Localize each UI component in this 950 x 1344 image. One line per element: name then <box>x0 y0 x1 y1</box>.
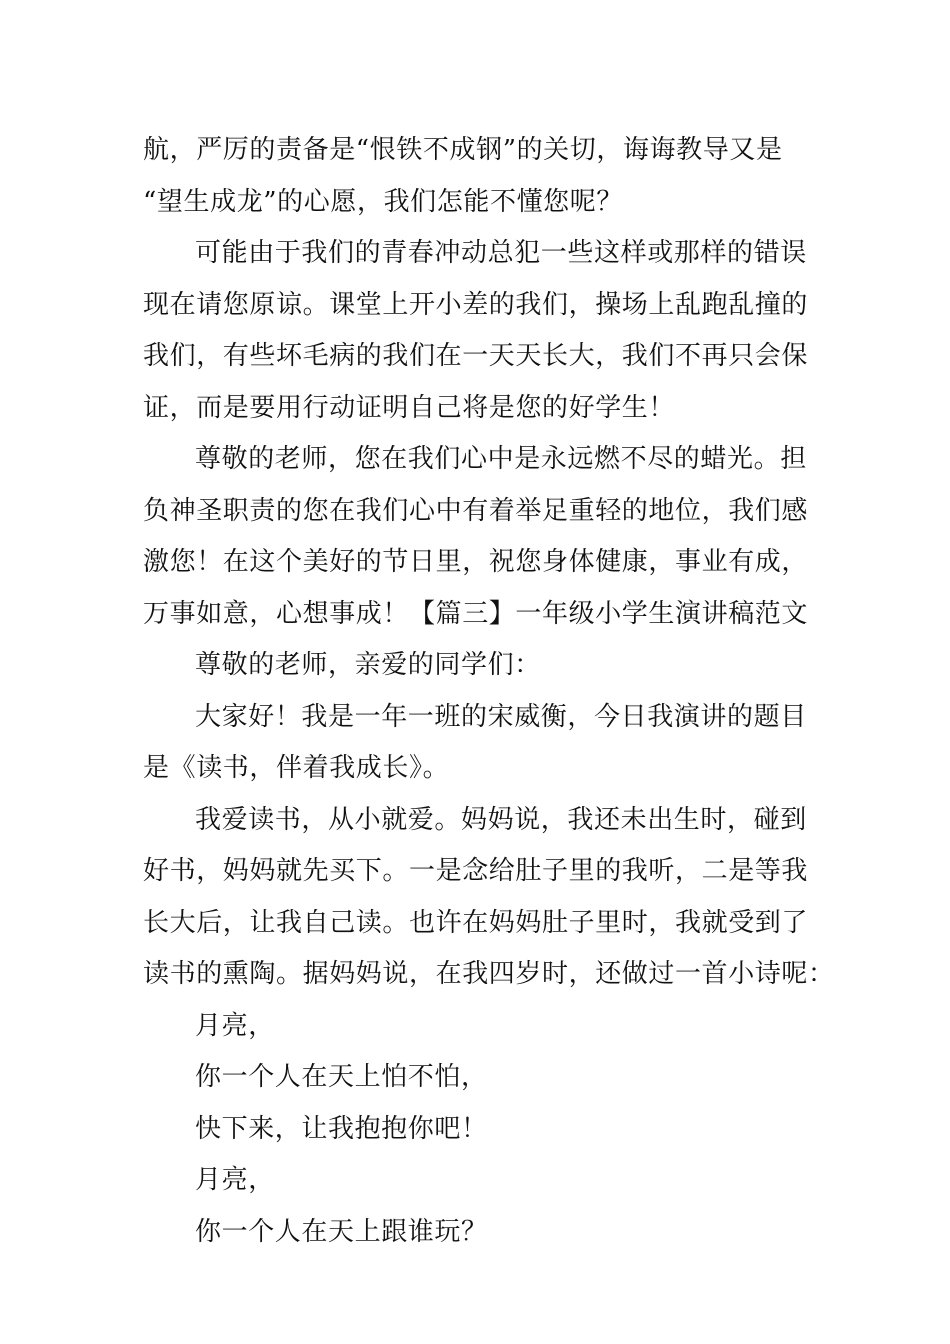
text-line: “望生成龙”的心愿，我们怎能不懂您呢？ <box>143 187 623 217</box>
text-line: 是《读书，伴着我成长》。 <box>143 753 450 783</box>
poem-line: 你一个人在天上跟谁玩？ <box>195 1217 488 1247</box>
poem-line: 你一个人在天上怕不怕， <box>195 1062 488 1092</box>
text-line: 长大后，让我自己读。也许在妈妈肚子里时，我就受到了 <box>143 908 809 938</box>
paragraph-start-line: 我爱读书，从小就爱。妈妈说，我还未出生时，碰到 <box>195 805 807 835</box>
poem-line: 快下来，让我抱抱你吧！ <box>195 1114 488 1144</box>
text-line: 证，而是要用行动证明自己将是您的好学生！ <box>143 393 676 423</box>
text-line: 负神圣职责的您在我们心中有着举足重轻的地位，我们感 <box>143 496 809 526</box>
text-line: 现在请您原谅。课堂上开小差的我们，操场上乱跑乱撞的 <box>143 290 809 320</box>
paragraph-start-line: 可能由于我们的青春冲动总犯一些这样或那样的错误 <box>195 238 807 268</box>
poem-line: 月亮， <box>195 1011 275 1041</box>
text-line: 好书，妈妈就先买下。一是念给肚子里的我听，二是等我 <box>143 856 809 886</box>
text-line: 激您！在这个美好的节日里，祝您身体健康，事业有成， <box>143 547 809 577</box>
text-line: 我们，有些坏毛病的我们在一天天长大，我们不再只会保 <box>143 341 809 371</box>
text-line: 读书的熏陶。据妈妈说，在我四岁时，还做过一首小诗呢： <box>143 959 835 989</box>
text-line: 万事如意，心想事成！【篇三】一年级小学生演讲稿范文 <box>143 599 809 629</box>
poem-line: 月亮， <box>195 1165 275 1195</box>
text-line: 航，严厉的责备是“恨铁不成钢”的关切，诲诲教导又是 <box>143 135 783 165</box>
paragraph-start-line: 尊敬的老师，您在我们心中是永远燃不尽的蜡光。担 <box>195 444 807 474</box>
paragraph-start-line: 大家好！我是一年一班的宋威衡，今日我演讲的题目 <box>195 702 807 732</box>
salutation-line: 尊敬的老师，亲爱的同学们： <box>195 650 541 680</box>
